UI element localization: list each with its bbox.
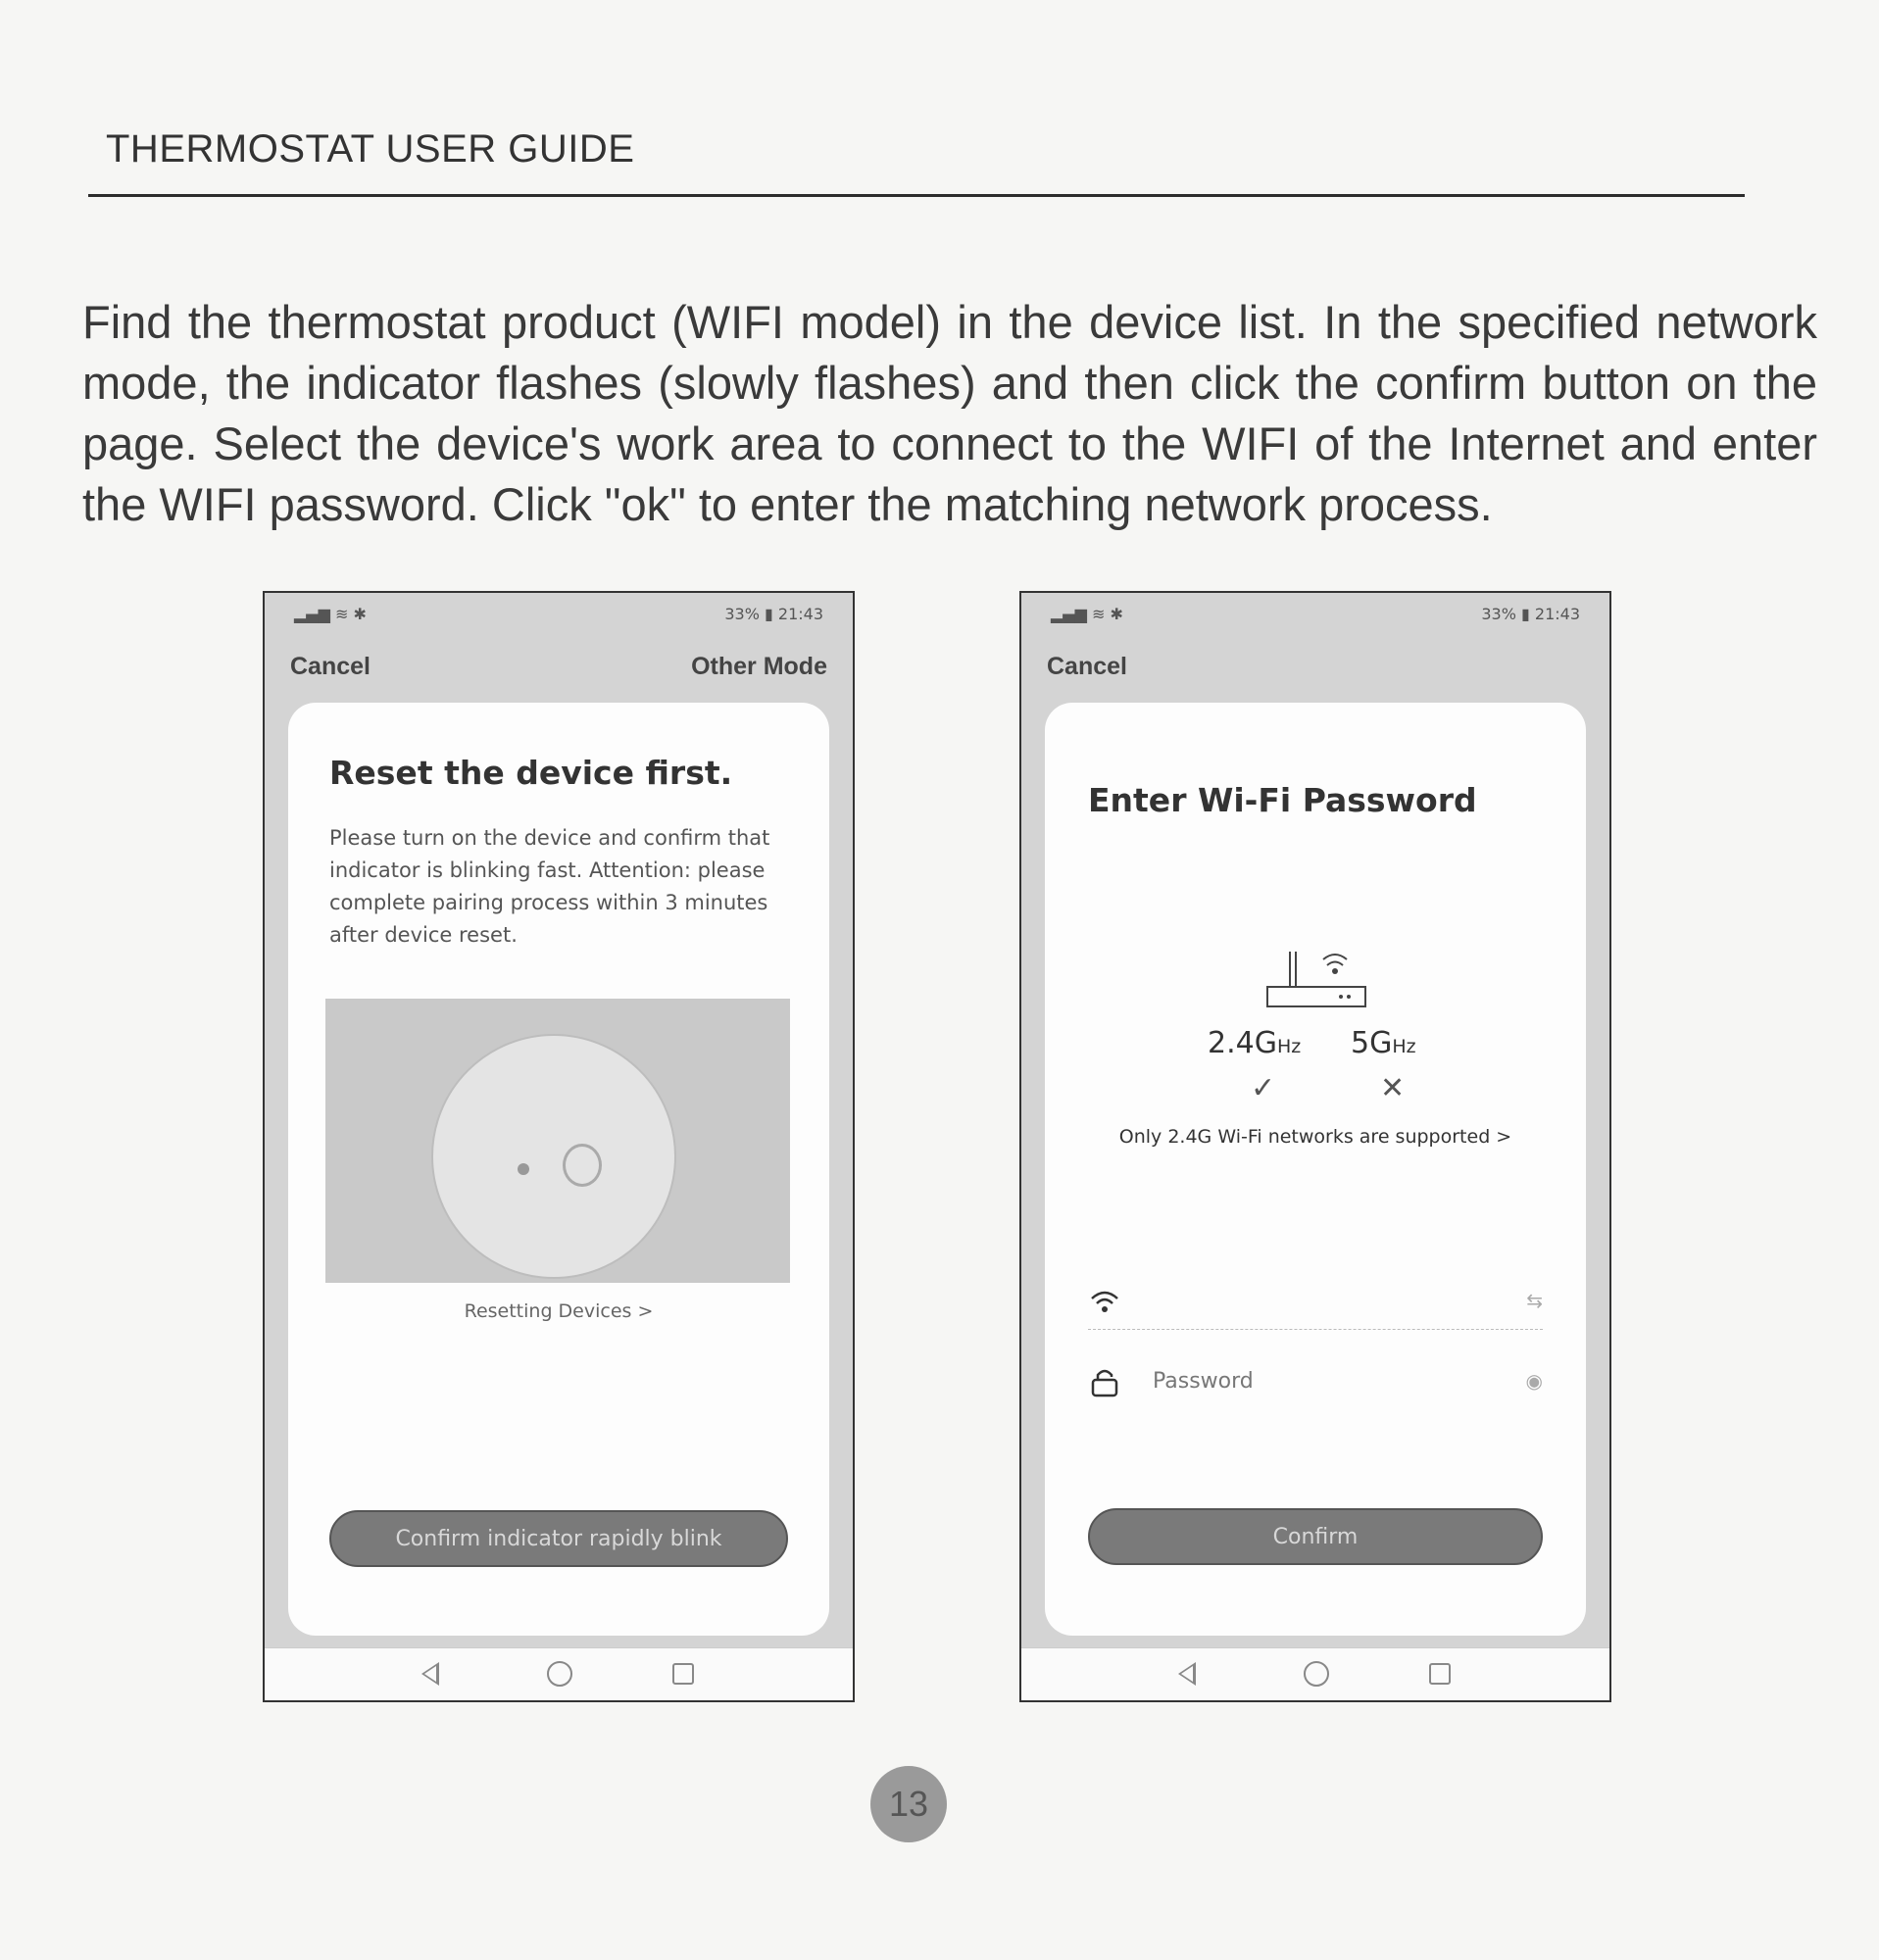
eye-icon[interactable]: ◉ xyxy=(1525,1371,1543,1393)
switch-network-icon[interactable]: ⇆ xyxy=(1526,1291,1543,1312)
resetting-devices-link[interactable]: Resetting Devices > xyxy=(464,1300,654,1322)
frequency-2-4ghz: 2.4GHz xyxy=(1208,1026,1302,1060)
page-number: 13 xyxy=(870,1766,947,1842)
guide-header-title: THERMOSTAT USER GUIDE xyxy=(106,127,635,171)
back-icon[interactable] xyxy=(421,1662,439,1686)
password-field[interactable] xyxy=(1088,1355,1543,1410)
lock-icon xyxy=(1088,1365,1121,1398)
android-nav-bar xyxy=(265,1647,853,1700)
signal-icon: ▂▄▆ ≋ ✱ xyxy=(294,605,367,623)
intro-paragraph: Find the thermostat product (WIFI model) in the device list. In the specified network mode, the indicator flashes (slowly flashes) and then click the confirm button on the page. Select the device's work area to connect to the WIFI of the Internet and enter the WIFI password. Click "ok" to enter the matching network process. xyxy=(82,296,1817,530)
phone-screenshot-wifi xyxy=(1019,591,1611,1702)
indicator-led-icon xyxy=(518,1163,529,1175)
thermostat-device-illustration xyxy=(431,1034,676,1279)
signal-icon: ▂▄▆ ≋ ✱ xyxy=(1051,605,1123,623)
status-battery-time: 33% ▮ 21:43 xyxy=(724,605,823,623)
only-24g-note-link[interactable]: Only 2.4G Wi-Fi networks are supported > xyxy=(1118,1126,1512,1148)
status-battery-time: 33% ▮ 21:43 xyxy=(1481,605,1580,623)
reset-instructions: Please turn on the device and confirm that indicator is blinking fast. Attention: please complete pairing process within 3 minutes after device reset. xyxy=(329,826,770,947)
recent-apps-icon[interactable] xyxy=(672,1663,694,1685)
confirm-button[interactable]: Confirm xyxy=(1088,1508,1543,1565)
wifi-ssid-field[interactable] xyxy=(1088,1275,1543,1330)
check-icon: ✓ xyxy=(1251,1072,1276,1104)
header-divider xyxy=(88,194,1745,197)
reset-title: Reset the device first. xyxy=(329,754,733,792)
router-icon xyxy=(1262,944,1370,1012)
back-icon[interactable] xyxy=(1178,1662,1196,1686)
cancel-button[interactable]: Cancel xyxy=(290,652,371,680)
status-bar xyxy=(1051,605,1580,628)
home-icon[interactable] xyxy=(547,1661,572,1687)
other-mode-button[interactable]: Other Mode xyxy=(691,652,827,680)
wifi-icon xyxy=(1088,1285,1121,1318)
top-nav xyxy=(290,647,827,686)
wifi-card xyxy=(1045,703,1586,1636)
confirm-blink-button[interactable]: Confirm indicator rapidly blink xyxy=(329,1510,788,1567)
wifi-title: Enter Wi-Fi Password xyxy=(1088,781,1477,819)
status-bar xyxy=(294,605,823,628)
phone-screenshot-reset xyxy=(263,591,855,1702)
android-nav-bar xyxy=(1021,1647,1609,1700)
cross-icon: ✕ xyxy=(1380,1072,1406,1104)
cancel-button[interactable]: Cancel xyxy=(1047,652,1127,680)
frequency-5ghz: 5GHz xyxy=(1351,1026,1416,1060)
top-nav xyxy=(1047,647,1584,686)
password-input[interactable]: Password xyxy=(1153,1369,1254,1394)
recent-apps-icon[interactable] xyxy=(1429,1663,1451,1685)
reset-card xyxy=(288,703,829,1636)
home-icon[interactable] xyxy=(1304,1661,1329,1687)
device-image xyxy=(325,999,790,1283)
touch-button-icon xyxy=(563,1144,602,1187)
